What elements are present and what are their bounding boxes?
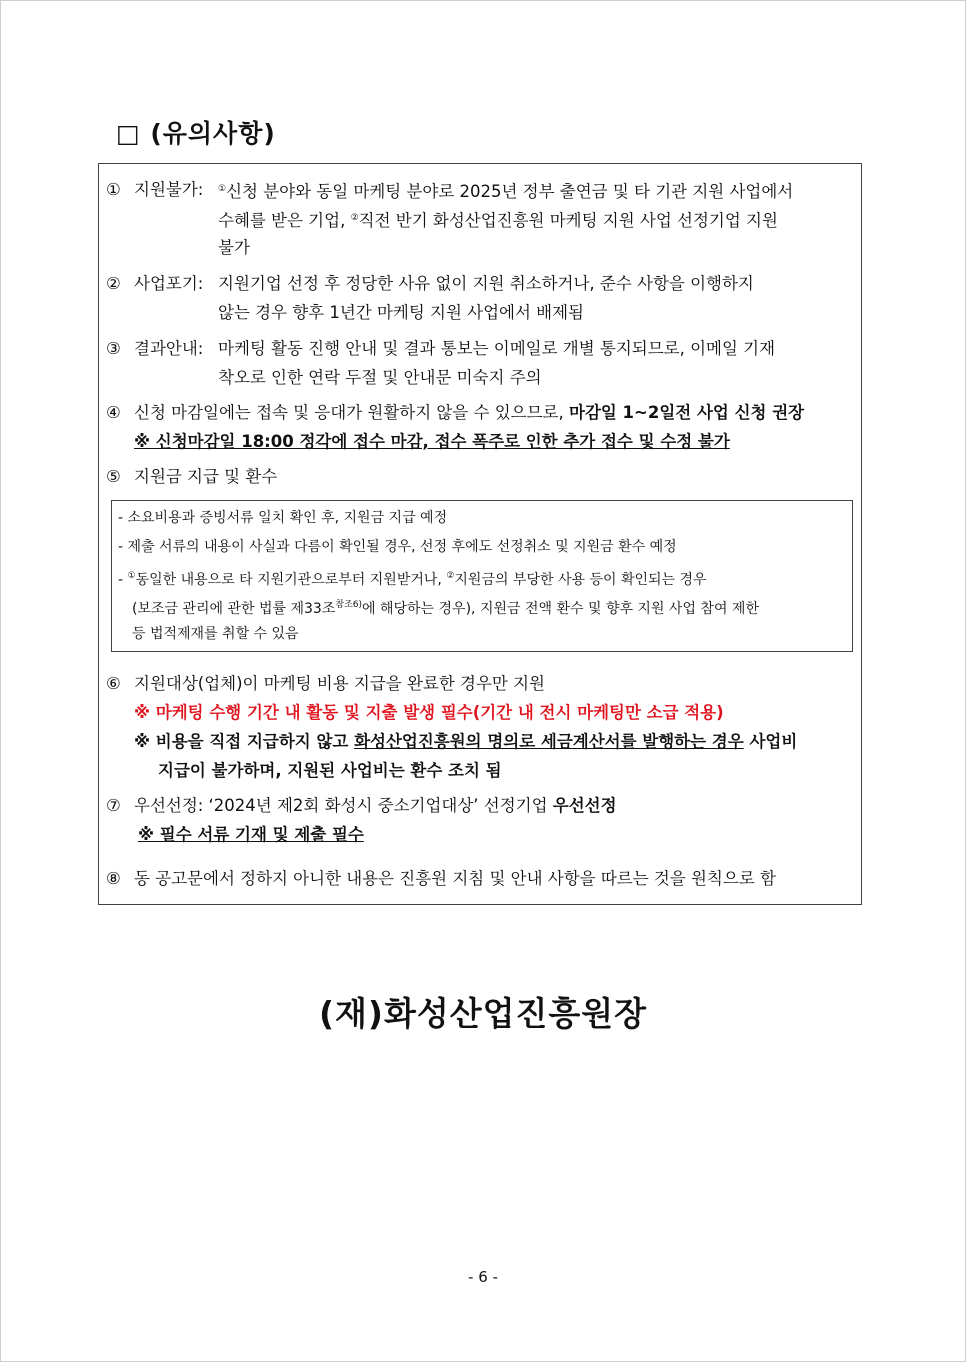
item-6-note-2: ※ 비용을 직접 지급하지 않고 화성산업진흥원의 명의로 세금계산서를 발행하는 경우 사업비 [134, 732, 798, 751]
item-6 [106, 669, 545, 698]
item-5-number: ⑤ [106, 467, 121, 486]
item-5-text: 지원금 지급 및 환수 [134, 467, 278, 486]
item-6-note-3: 지급이 불가하며, 지원된 사업비는 환수 조치 됨 [158, 761, 502, 780]
issuer-title: (재)화성산업진흥원장 [318, 994, 648, 1033]
item-1-number: ① [106, 180, 121, 199]
sub-item-1: - 소요비용과 증빙서류 일치 확인 후, 지원금 지급 예정 [118, 510, 448, 526]
item-3-line1: 마케팅 활동 진행 안내 및 결과 통보는 이메일로 개별 통지되므로, 이메일 기재 [218, 339, 776, 358]
item-8-text: 동 공고문에서 정하지 아니한 내용은 진흥원 지침 및 안내 사항을 따르는 것을 원칙으로 함 [134, 869, 776, 888]
sup-1: ① [218, 184, 227, 194]
sub-item-3: - ①동일한 내용으로 타 지원기관으로부터 지원받거나, ②지원금의 부당한 사용 등이 확인되는 경우 [118, 571, 707, 588]
item-6-number: ⑥ [106, 674, 121, 693]
sub-item-3-cont2: 등 법적제재를 취할 수 있음 [132, 626, 299, 642]
item-2-line2: 않는 경우 향후 1년간 마케팅 지원 사업에서 배제됨 [218, 303, 584, 322]
item-4 [106, 398, 804, 427]
item-6-underlined: 화성산업진흥원의 명의로 세금계산서를 발행하는 경우 [354, 732, 744, 751]
item-4-emphasis: 마감일 1~2일전 사업 신청 권장 [569, 403, 805, 422]
item-4-note: ※ 신청마감일 18:00 정각에 접수 마감, 접수 폭주로 인한 추가 접수 및 수정 불가 [134, 432, 730, 451]
item-1-line2: 수혜를 받은 기업, ②직전 반기 화성산업진흥원 마케팅 지원 사업 선정기업 지원 [218, 211, 778, 230]
item-1-line1: ①신청 분야와 동일 마케팅 분야로 2025년 정부 출연금 및 타 기관 지원 사업에서 [218, 182, 794, 201]
item-7-emphasis: 우선선정 [552, 796, 617, 815]
item-7-note: ※ 필수 서류 기재 및 제출 필수 [138, 825, 364, 844]
item-2-number: ② [106, 274, 121, 293]
item-7-number: ⑦ [106, 796, 121, 815]
item-1 [106, 175, 203, 204]
item-8 [106, 864, 776, 893]
item-1-label: 지원불가: [134, 180, 204, 199]
item-6-text: 지원대상(업체)이 마케팅 비용 지급을 완료한 경우만 지원 [134, 674, 545, 693]
item-3-number: ③ [106, 339, 121, 358]
sup-2: ② [350, 213, 359, 223]
item-2-label: 사업포기: [134, 274, 204, 293]
item-7 [106, 791, 617, 820]
item-6-note-1: ※ 마케팅 수행 기간 내 활동 및 지출 발생 필수(기간 내 전시 마케팅만 소급 적용) [134, 703, 724, 722]
sub-item-3-cont: (보조금 관리에 관한 법률 제33조$^{참조6)}$에 해당하는 경우), 지원금 전액 환수 및 향후 지원 사업 참여 제한 [132, 600, 759, 617]
sub-item-2: - 제출 서류의 내용이 사실과 다름이 확인될 경우, 선정 후에도 선정취소 및 지원금 환수 예정 [118, 539, 677, 555]
item-2-line1: 지원기업 선정 후 정당한 사유 없이 지원 취소하거나, 준수 사항을 이행하지 [218, 274, 754, 293]
item-2 [106, 269, 203, 298]
item-4-text: 신청 마감일에는 접속 및 응대가 원활하지 않을 수 있으므로, [134, 403, 564, 422]
section-title: □ (유의사항) [116, 119, 276, 148]
item-1-line3: 불가 [218, 238, 250, 257]
item-3 [106, 334, 203, 363]
page-number: - 6 - [468, 1268, 498, 1286]
item-5 [106, 462, 277, 491]
item-3-label: 결과안내: [134, 339, 204, 358]
item-3-line2: 착오로 인한 연락 두절 및 안내문 미숙지 주의 [218, 368, 542, 387]
item-8-number: ⑧ [106, 869, 121, 888]
item-4-number: ④ [106, 403, 121, 422]
item-7-text: 우선선정: ‘2024년 제2회 화성시 중소기업대상’ 선정기업 [134, 796, 548, 815]
